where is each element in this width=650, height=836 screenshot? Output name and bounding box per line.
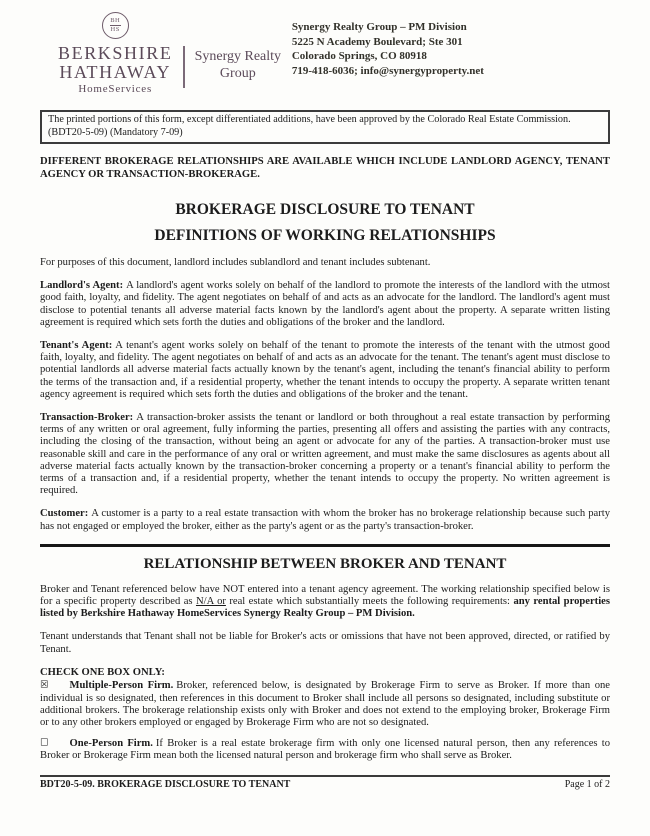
document-subtitle: DEFINITIONS OF WORKING RELATIONSHIPS (154, 227, 496, 244)
definition-transaction-broker (40, 412, 610, 497)
purpose-note: For purposes of this document, landlord includes sublandlord and tenant includes subtenant. (40, 257, 431, 268)
definition-body: A tenant's agent works solely on behalf of the tenant to promote the interests of the tenant with the utmost good faith, loyalty, and fidelity. The agent negotiates on behalf of and acts as an advocate for the tenant. The tenant's agent must disclose to potential landlords all adverse material facts actually known by the tenant's agent, including the tenant's financial ability to perform the terms of the transaction and, if a residential property, whether the tenant intends to occupy the property. A separate written tenant agency agreement is required which sets forth the duties and obligations of the broker and the tenant. (40, 340, 610, 400)
option-multiple-person-firm (40, 680, 610, 729)
relationship-na-underlined: N/A or (195, 596, 226, 608)
berkshire-hathaway-logo (58, 12, 172, 95)
definition-term: Tenant's Agent: (40, 340, 113, 352)
definition-customer (40, 508, 610, 532)
definition-body: A transaction-broker assists the tenant or landlord or both throughout a real estate transaction by performing terms of any written or oral agreement, fully informing the parties, presenting all offers and assisting the parties with any contracts, including the closing of the transaction, without being an agent or advocate for any of the parties. A transaction-broker must use reasonable skill and care in the performance of any oral or written agreement, and must make the same disclosures as agents about all adverse material facts actually known by the transaction-broker concerning a property or a tenant's financial ability to perform the terms of a transaction and, if a residential property, whether the tenant intends to occupy the property. No written agreement is required. (40, 412, 610, 497)
definition-tenants-agent (40, 340, 610, 401)
definition-body: A customer is a party to a real estate transaction with whom the broker has no brokerage relationship because such party has not engaged or employed the broker, either as the party's agent or as the party's transaction-broker. (40, 508, 610, 532)
definition-term: Landlord's Agent: (40, 280, 124, 292)
page-footer (40, 775, 610, 791)
option-body: If Broker is a real estate brokerage firm with only one licensed natural person, then any references to Broker or Brokerage Firm mean both the licensed natural person and brokerage firm who shall serve as Broker. (40, 738, 610, 762)
relationship-mid: real estate which substantially meets the following requirements: (225, 596, 514, 608)
checkbox-one-person-firm[interactable]: ☐ (40, 737, 49, 749)
approval-notice-line2: (BDT20-5-09) (Mandatory 7-09) (48, 126, 183, 138)
relationship-paragraph-1 (40, 584, 610, 621)
partner-line2: Group (219, 66, 256, 81)
approval-notice-box (40, 110, 610, 144)
checkbox-multiple-person-firm[interactable]: ☒ (40, 679, 49, 691)
intro-statement: DIFFERENT BROKERAGE RELATIONSHIPS ARE AVAILABLE WHICH INCLUDE LANDLORD AGENCY, TENANT AGENCY OR TRANSACTION-BROKERAGE. (40, 156, 610, 180)
document-title: BROKERAGE DISCLOSURE TO TENANT (175, 201, 475, 218)
brand-name-line3: HomeServices (78, 83, 153, 95)
monogram-top: BH (110, 16, 121, 24)
definition-term: Transaction-Broker: (40, 412, 134, 424)
brand-divider (183, 46, 184, 88)
contact-street: 5225 N Academy Boulevard; Ste 301 (291, 35, 463, 48)
section-divider (40, 544, 610, 547)
check-one-box-heading: CHECK ONE BOX ONLY: (40, 666, 165, 678)
partner-brand-name (194, 48, 282, 82)
partner-line1: Synergy Realty (194, 49, 282, 64)
brand-name-line2: HATHAWAY (59, 62, 172, 82)
letterhead (40, 12, 610, 95)
definition-term: Customer: (40, 508, 89, 520)
option-term: One-Person Firm. (69, 738, 153, 750)
bhhs-monogram-icon (102, 12, 129, 39)
contact-division: Synergy Realty Group – PM Division (291, 21, 467, 33)
relationship-emphasis: any rental properties listed by Berkshire Hathaway HomeServices Synergy Realty Group – PM Division. (40, 596, 610, 620)
option-term: Multiple-Person Firm. (69, 680, 174, 692)
definition-landlords-agent (40, 280, 610, 329)
option-body: Broker, referenced below, is designated by Brokerage Firm to serve as Broker. If more than one individual is so designated, then references in this document to Broker shall include all persons so designated, including substitute or additional brokers. The brokerage relationship exists only with Broker and does not extend to the employing broker, Brokerage Firm or to any other brokers employed or engaged by Brokerage Firm who are not so designated. (40, 680, 611, 728)
brand-name-line1: BERKSHIRE (58, 43, 173, 63)
monogram-bottom: HS (110, 25, 120, 33)
relationship-section-heading: RELATIONSHIP BETWEEN BROKER AND TENANT (143, 555, 507, 572)
footer-page-number: Page 1 of 2 (564, 778, 610, 790)
option-one-person-firm (40, 738, 610, 762)
relationship-paragraph-2: Tenant understands that Tenant shall not be liable for Broker's acts or omissions that have not been approved, directed, or ratified by Tenant. (40, 631, 610, 655)
footer-form-title: BDT20-5-09. BROKERAGE DISCLOSURE TO TENANT (40, 778, 291, 790)
approval-notice-line1: The printed portions of this form, except differentiated additions, have been approved by the Colorado Real Estate Commission. (48, 114, 571, 125)
definition-body: A landlord's agent works solely on behalf of the landlord to promote the interests of the landlord with the utmost good faith, loyalty, and fidelity. The agent negotiates on behalf of and acts as an advocate for the landlord. The landlord's agent must disclose to potential tenants all adverse material facts known by the landlord's agent about the property. A separate written listing agreement is required which sets forth the duties and obligations of the broker and the landlord. (40, 280, 610, 328)
contact-phone-email: 719-418-6036; info@synergyproperty.net (291, 64, 484, 77)
contact-block (292, 20, 484, 78)
brand-logo (58, 12, 282, 95)
relationship-lead: Broker and Tenant referenced below have NOT entered into a tenant agency agreement. The working relationship specified below is for a specific property described as (40, 583, 610, 608)
contact-city: Colorado Springs, CO 80918 (291, 50, 427, 62)
